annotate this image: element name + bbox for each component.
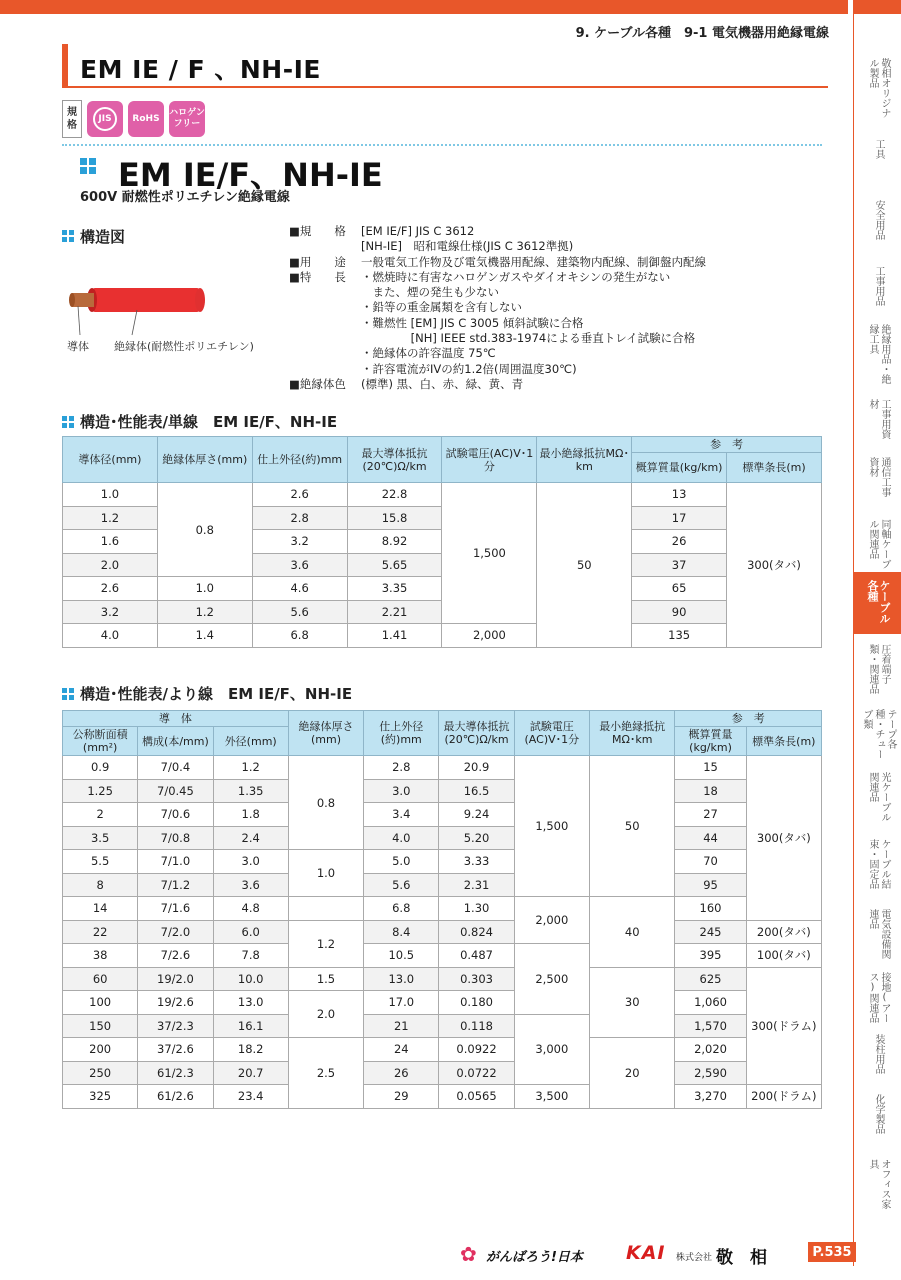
table-cell: 300(タバ): [727, 483, 822, 648]
table-cell: 0.487: [439, 944, 514, 968]
table-cell: 9.24: [439, 803, 514, 827]
table-cell: 3.33: [439, 850, 514, 874]
table-cell: 60: [63, 967, 138, 991]
table-cell: 20.7: [213, 1061, 288, 1085]
table-cell: 21: [364, 1014, 439, 1038]
table-cell: 2.6: [63, 577, 158, 601]
spec-row: ・鉛等の重金属類を含有しない: [361, 300, 522, 315]
table-cell: 30: [589, 967, 674, 1038]
slogan: がんばろう!日本: [486, 1250, 583, 1265]
sidebar-item[interactable]: 圧着端子類・関連品: [867, 644, 890, 694]
table-cell: 22.8: [347, 483, 442, 507]
footer: [460, 1240, 850, 1270]
sidebar-item[interactable]: テープ各種・チューブ類: [861, 709, 896, 759]
table-cell: 24: [364, 1038, 439, 1062]
table-cell: 3.0: [213, 850, 288, 874]
table-cell: 160: [675, 897, 746, 921]
table-cell: 0.0922: [439, 1038, 514, 1062]
table-cell: 135: [632, 624, 727, 648]
spec-row: ■用 途 一般電気工作物及び電気機器用配線、建築物内配線、制御盤内配線: [289, 254, 706, 269]
table-cell: 19/2.0: [138, 967, 213, 991]
table-cell: 6.0: [213, 920, 288, 944]
spec-row: ・絶縁体の許容温度 75℃: [361, 346, 496, 361]
product-subtitle: 600V 耐燃性ポリエチレン絶縁電線: [80, 190, 290, 205]
table-cell: 7/1.0: [138, 850, 213, 874]
col-length: 標準条長(m): [727, 453, 822, 483]
sidebar-item[interactable]: 接地(アース)関連品: [867, 972, 890, 1023]
table-row: [63, 944, 822, 968]
table-cell: 50: [589, 756, 674, 897]
sidebar-item[interactable]: 通信工事資材: [867, 457, 890, 497]
table-cell: 3.6: [213, 873, 288, 897]
table-row: [63, 897, 822, 921]
table-cell: 2.0: [63, 553, 158, 577]
table-cell: 3.0: [364, 779, 439, 803]
sidebar-item[interactable]: 光ケーブル関連品: [867, 772, 890, 822]
table-row: [63, 967, 822, 991]
sidebar-item[interactable]: 化学製品: [873, 1094, 884, 1134]
table-cell: 4.6: [252, 577, 347, 601]
table-cell: 100: [63, 991, 138, 1015]
conductor-label: 導体: [67, 340, 89, 353]
table-cell: 7/2.0: [138, 920, 213, 944]
table-cell: [288, 897, 363, 921]
blue-squares-icon: [80, 158, 96, 174]
table-cell: 100(タバ): [746, 944, 821, 968]
spec-row: ■特 長 ・燃焼時に有害なハロゲンガスやダイオキシンの発生がない: [289, 269, 671, 284]
table-cell: 7/0.45: [138, 779, 213, 803]
spec-row: ・難燃性 [EM] JIS C 3005 傾斜試験に合格: [361, 315, 584, 330]
table-cell: 8: [63, 873, 138, 897]
table-cell: 15.8: [347, 506, 442, 530]
table-cell: 2,590: [675, 1061, 746, 1085]
halogen-free-badge: ハロゲン フリー: [169, 101, 205, 137]
col-length: 標準条長(m): [746, 727, 821, 756]
col-resistance: 最大導体抵抗(20℃)Ω/km: [439, 711, 514, 756]
col-insulation: 絶縁体厚さ(mm): [288, 711, 363, 756]
table-cell: 625: [675, 967, 746, 991]
category-sidebar: [853, 14, 901, 1266]
table-cell: 2,500: [514, 944, 589, 1015]
solid-wire-table: [62, 436, 822, 648]
table-cell: 22: [63, 920, 138, 944]
table-row: [63, 850, 822, 874]
table-cell: 38: [63, 944, 138, 968]
col-od: 外径(mm): [213, 727, 288, 756]
structure-title: 構造図: [80, 228, 126, 246]
table-cell: 2.31: [439, 873, 514, 897]
table-row: [63, 1014, 822, 1038]
sidebar-item[interactable]: 絶縁用品・絶縁工具: [867, 324, 890, 384]
table-cell: 0.9: [63, 756, 138, 780]
table-cell: 325: [63, 1085, 138, 1109]
jis-badge: JIS: [87, 101, 123, 137]
product-header: [62, 144, 822, 205]
table-cell: 6.8: [252, 624, 347, 648]
col-conductor: 導 体: [63, 711, 289, 727]
spec-row: また、煙の発生も少ない: [361, 285, 499, 300]
col-outer-dia: 仕上外径(約)mm: [252, 437, 347, 483]
table-cell: 65: [632, 577, 727, 601]
table-cell: 23.4: [213, 1085, 288, 1109]
table-cell: 1,060: [675, 991, 746, 1015]
table-cell: 0.0722: [439, 1061, 514, 1085]
table-cell: 1.25: [63, 779, 138, 803]
table-row: [63, 756, 822, 780]
table-row: [63, 779, 822, 803]
table-cell: 44: [675, 826, 746, 850]
title-accent: [62, 44, 68, 86]
table-cell: 7/1.6: [138, 897, 213, 921]
table-cell: 250: [63, 1061, 138, 1085]
table-cell: 1.8: [213, 803, 288, 827]
table-cell: 7.8: [213, 944, 288, 968]
col-reference: 参 考: [632, 437, 822, 453]
table-cell: 2,020: [675, 1038, 746, 1062]
table2-title: 構造･性能表/より線 EM IE/F、NH-IE: [80, 685, 353, 703]
table-cell: 395: [675, 944, 746, 968]
table-cell: 5.20: [439, 826, 514, 850]
sidebar-item[interactable]: 工具: [873, 139, 884, 159]
col-construction: 構成(本/mm): [138, 727, 213, 756]
blue-squares-icon: [62, 230, 74, 242]
table-row: [63, 624, 822, 648]
sidebar-item[interactable]: 敬相オリジナル製品: [867, 58, 890, 118]
blue-squares-icon: [62, 688, 74, 700]
table-row: [63, 826, 822, 850]
insulation-label: 絶縁体(耐燃性ポリエチレン): [114, 340, 254, 353]
table-cell: 3,270: [675, 1085, 746, 1109]
table-cell: 1.41: [347, 624, 442, 648]
col-conductor-dia: 導体径(mm): [63, 437, 158, 483]
table-cell: 4.0: [364, 826, 439, 850]
table-cell: 200(ドラム): [746, 1085, 821, 1109]
table-cell: 0.180: [439, 991, 514, 1015]
table-cell: 1.0: [157, 577, 252, 601]
rohs-badge: RoHS: [128, 101, 164, 137]
table-cell: 7/0.4: [138, 756, 213, 780]
table-cell: 29: [364, 1085, 439, 1109]
stranded-wire-table: [62, 710, 822, 1109]
table-cell: 20.9: [439, 756, 514, 780]
breadcrumb: 9. ケーブル各種 9-1 電気機器用絶縁電線: [575, 26, 829, 41]
table1-title: 構造･性能表/単線 EM IE/F、NH-IE: [80, 413, 338, 431]
table-row: [63, 803, 822, 827]
table-cell: 1,570: [675, 1014, 746, 1038]
sidebar-item[interactable]: 装柱用品: [873, 1034, 884, 1074]
page-number: P.535: [808, 1242, 856, 1262]
table-cell: 40: [589, 897, 674, 968]
spec-row: ・許容電流がIVの約1.2倍(周囲温度30℃): [361, 361, 577, 376]
company-prefix: 株式会社: [676, 1253, 713, 1263]
table-cell: 50: [537, 483, 632, 648]
table-cell: 2.5: [288, 1038, 363, 1109]
sidebar-item[interactable]: 同軸ケーブル関連品: [867, 519, 890, 569]
table-cell: 3.6: [252, 553, 347, 577]
table-cell: 5.5: [63, 850, 138, 874]
table-cell: 0.8: [288, 756, 363, 850]
table-cell: 1.2: [213, 756, 288, 780]
table-cell: 3,000: [514, 1014, 589, 1085]
table-cell: 200(タバ): [746, 920, 821, 944]
table-row: [63, 1085, 822, 1109]
table-cell: 2.8: [364, 756, 439, 780]
table-cell: 2.21: [347, 600, 442, 624]
table-cell: 1.30: [439, 897, 514, 921]
table-cell: 1.0: [63, 483, 158, 507]
table-cell: 13.0: [364, 967, 439, 991]
table-cell: 6.8: [364, 897, 439, 921]
table-cell: 4.0: [63, 624, 158, 648]
table-cell: 3.4: [364, 803, 439, 827]
product-name: EM IE/F、NH-IE: [118, 156, 383, 194]
col-area: 公称断面積(mm²): [63, 727, 138, 756]
table-row: [63, 920, 822, 944]
sidebar-item[interactable]: 安全用品: [873, 200, 884, 240]
table-cell: 3.2: [63, 600, 158, 624]
table-cell: 19/2.6: [138, 991, 213, 1015]
table-cell: 20: [589, 1038, 674, 1109]
col-resistance: 最大導体抵抗(20℃)Ω/km: [347, 437, 442, 483]
table-cell: 1,500: [514, 756, 589, 897]
table-cell: 90: [632, 600, 727, 624]
table-cell: 2,000: [514, 897, 589, 944]
sidebar-item[interactable]: 工事用資材: [867, 399, 890, 439]
table-cell: 7/2.6: [138, 944, 213, 968]
table-cell: 1.2: [288, 920, 363, 967]
table-cell: 17: [632, 506, 727, 530]
table-cell: 37: [632, 553, 727, 577]
table-cell: 1.2: [63, 506, 158, 530]
table-cell: 3.5: [63, 826, 138, 850]
table-cell: 5.0: [364, 850, 439, 874]
table-cell: 2.6: [252, 483, 347, 507]
table-cell: 16.5: [439, 779, 514, 803]
page-title: EM IE / F 、NH-IE: [80, 55, 321, 84]
standard-badges: [62, 100, 205, 138]
table-cell: 1.2: [157, 600, 252, 624]
specifications: [289, 224, 706, 392]
table-cell: 5.6: [252, 600, 347, 624]
table-cell: 150: [63, 1014, 138, 1038]
col-insulation-resistance: 最小絶縁抵抗MΩ･km: [537, 437, 632, 483]
table-cell: 61/2.3: [138, 1061, 213, 1085]
table-cell: 1.0: [288, 850, 363, 897]
table-cell: 8.4: [364, 920, 439, 944]
table-cell: 26: [364, 1061, 439, 1085]
table-cell: 1,500: [442, 483, 537, 624]
table-cell: 0.0565: [439, 1085, 514, 1109]
table-cell: 2.8: [252, 506, 347, 530]
col-mass: 概算質量(kg/km): [675, 727, 746, 756]
table-cell: 3.35: [347, 577, 442, 601]
table-cell: 0.118: [439, 1014, 514, 1038]
table-cell: 7/0.8: [138, 826, 213, 850]
spec-row: [NH-IE] 昭和電線仕様(JIS C 3612準拠): [361, 239, 574, 254]
table-cell: 95: [675, 873, 746, 897]
cable-illustration: [62, 280, 272, 360]
table-cell: 0.8: [157, 483, 252, 577]
table-cell: 26: [632, 530, 727, 554]
table-cell: 1.6: [63, 530, 158, 554]
col-reference: 参 考: [675, 711, 822, 727]
table-cell: 1.5: [288, 967, 363, 991]
col-voltage: 試験電圧(AC)V･1分: [442, 437, 537, 483]
table-cell: 7/1.2: [138, 873, 213, 897]
col-insulation: 絶縁体厚さ(mm): [157, 437, 252, 483]
sidebar-item[interactable]: ケーブル各種: [854, 572, 901, 634]
top-accent-bar: [0, 0, 901, 14]
table-cell: 17.0: [364, 991, 439, 1015]
sidebar-item[interactable]: 工事用品: [873, 266, 884, 306]
table-cell: 18.2: [213, 1038, 288, 1062]
col-mass: 概算質量(kg/km): [632, 453, 727, 483]
table-cell: 0.824: [439, 920, 514, 944]
table-cell: 300(タバ): [746, 756, 821, 921]
table-cell: 15: [675, 756, 746, 780]
spec-row: ■絶縁体色 (標準) 黒、白、赤、緑、黄、青: [289, 376, 524, 391]
table-cell: 2.0: [288, 991, 363, 1038]
table-cell: 16.1: [213, 1014, 288, 1038]
table-cell: 10.5: [364, 944, 439, 968]
table-row: [63, 1038, 822, 1062]
table-row: [63, 873, 822, 897]
spec-row: ■規 格 [EM IE/F] JIS C 3612: [289, 224, 475, 238]
table-cell: 18: [675, 779, 746, 803]
table-cell: 4.8: [213, 897, 288, 921]
table-cell: 1.35: [213, 779, 288, 803]
standard-label: 規 格: [62, 100, 82, 138]
table-cell: 13: [632, 483, 727, 507]
sakura-icon: ✿: [460, 1242, 477, 1266]
table-cell: 2,000: [442, 624, 537, 648]
table-cell: 70: [675, 850, 746, 874]
table-cell: 14: [63, 897, 138, 921]
table-cell: 2.4: [213, 826, 288, 850]
sidebar-item[interactable]: オフィス家具: [867, 1159, 890, 1209]
spec-row: [NH] IEEE std.383-1974による垂直トレイ試験に合格: [361, 331, 696, 346]
sidebar-item[interactable]: 電気設備関連品: [867, 909, 890, 959]
table-cell: 245: [675, 920, 746, 944]
kai-logo: KAI: [626, 1242, 666, 1264]
sidebar-item[interactable]: ケーブル結束・固定品: [867, 839, 890, 889]
table-row: [63, 1061, 822, 1085]
col-outer-dia: 仕上外径(約)mm: [364, 711, 439, 756]
table-cell: 1.4: [157, 624, 252, 648]
table-row: [63, 483, 822, 507]
table-cell: 8.92: [347, 530, 442, 554]
company-name: 敬 相: [716, 1248, 767, 1268]
table-cell: 0.303: [439, 967, 514, 991]
col-insulation-resistance: 最小絶縁抵抗MΩ･km: [589, 711, 674, 756]
table-cell: 13.0: [213, 991, 288, 1015]
table-cell: 27: [675, 803, 746, 827]
table-cell: 10.0: [213, 967, 288, 991]
table-cell: 2: [63, 803, 138, 827]
table-row: [63, 991, 822, 1015]
table-cell: 300(ドラム): [746, 967, 821, 1085]
table-cell: 5.6: [364, 873, 439, 897]
table-cell: 37/2.3: [138, 1014, 213, 1038]
table-cell: 5.65: [347, 553, 442, 577]
table-cell: 61/2.6: [138, 1085, 213, 1109]
table-cell: 37/2.6: [138, 1038, 213, 1062]
blue-squares-icon: [62, 416, 74, 428]
table-cell: 7/0.6: [138, 803, 213, 827]
col-voltage: 試験電圧(AC)V･1分: [514, 711, 589, 756]
table-cell: 200: [63, 1038, 138, 1062]
table-cell: 3.2: [252, 530, 347, 554]
table-cell: 3,500: [514, 1085, 589, 1109]
title-bar: [62, 44, 828, 88]
